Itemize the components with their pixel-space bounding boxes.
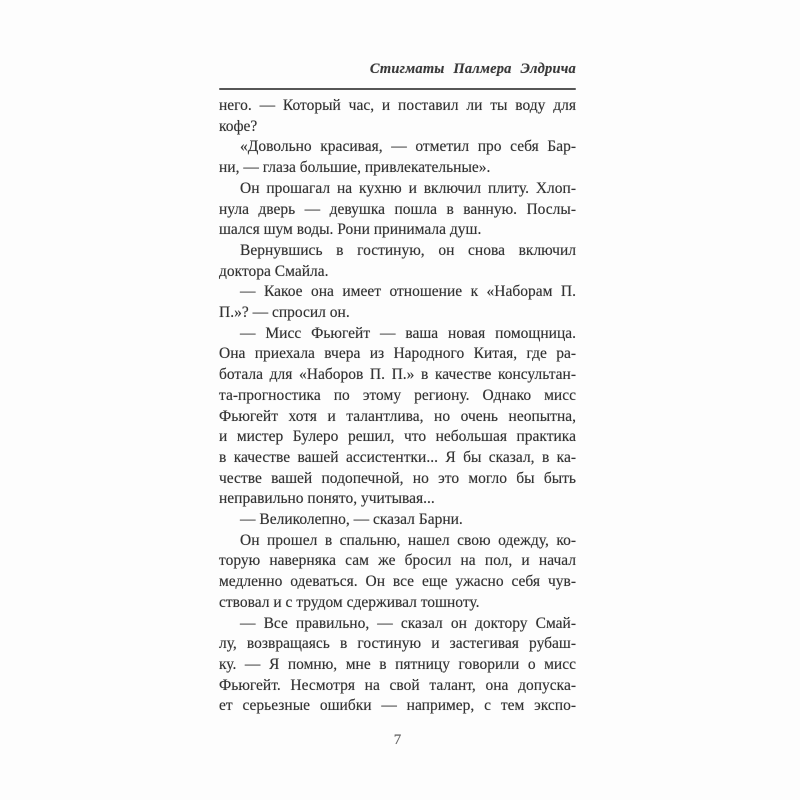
text-line: и мистер Булеро решил, что небольшая практика [219, 428, 576, 446]
text-line: ботала для «Наборов П. П.» в качестве консультан- [219, 366, 576, 384]
text-line: нула дверь — девушка пошла в ванную. Послы- [219, 200, 576, 218]
text-line: Он прошел в спальню, нашел свою одежду, ко- [240, 531, 576, 549]
text-line: — Какое она имеет отношение к «Наборам П. [240, 283, 576, 301]
text-line: ет серьезные ошибки — например, с тем экспо- [219, 697, 576, 715]
text-line: неправильно понято, учитывая... [219, 490, 435, 508]
text-line: ку. — Я помню, мне в пятницу говорили о мисс [219, 655, 576, 673]
text-line: ни, — глаза большие, привлекательные». [219, 159, 491, 177]
text-line: Фьюгейт хотя и талантлива, но очень неопытна, [219, 407, 576, 425]
text-line: П.»? — спросил он. [219, 304, 350, 322]
page-number: 7 [393, 732, 402, 749]
text-line: — Великолепно, — сказал Барни. [240, 511, 463, 529]
text-line: медленно одеваться. Он все еще ужасно себя чув- [219, 573, 576, 591]
text-line: Он прошагал на кухню и включил плиту. Хлоп- [240, 179, 576, 197]
body-text [219, 96, 576, 717]
text-line: него. — Который час, и поставил ли ты воду для [219, 97, 576, 114]
text-line: Фьюгейт. Несмотря на свой талант, она допуска- [219, 676, 576, 694]
text-line: — Все правильно, — сказал он доктору Смай- [240, 614, 576, 632]
text-line: Она приехала вчера из Народного Китая, где ра- [219, 345, 576, 363]
text-line: лу, возвращаясь в гостиную и застегивая рубаш- [219, 635, 576, 653]
header-rule [219, 88, 576, 90]
text-line: в качестве вашей ассистентки... Я бы сказал, в ка- [219, 448, 576, 466]
text-line: Вернувшись в гостиную, он снова включил [240, 241, 576, 259]
text-line: — Мисс Фьюгейт — ваша новая помощница. [240, 324, 576, 342]
text-line: «Довольно красивая, — отметил про себя Бар- [240, 138, 576, 156]
text-line: шался шум воды. Рони принимала душ. [219, 221, 482, 239]
text-column [219, 0, 576, 750]
running-header-title: Стигматы Палмера Элдрича [369, 61, 576, 77]
text-line: ствовал и с трудом сдерживал тошноту. [219, 593, 480, 611]
text-line: доктора Смайла. [219, 262, 329, 280]
text-line: честве вашей подопечной, но это могло бы быть [219, 469, 576, 487]
text-line: кофе? [219, 117, 258, 135]
text-line: торую наверняка сам же бросил на пол, и начал [219, 552, 576, 570]
text-line: та-прогностика по этому региону. Однако мисс [219, 386, 576, 404]
